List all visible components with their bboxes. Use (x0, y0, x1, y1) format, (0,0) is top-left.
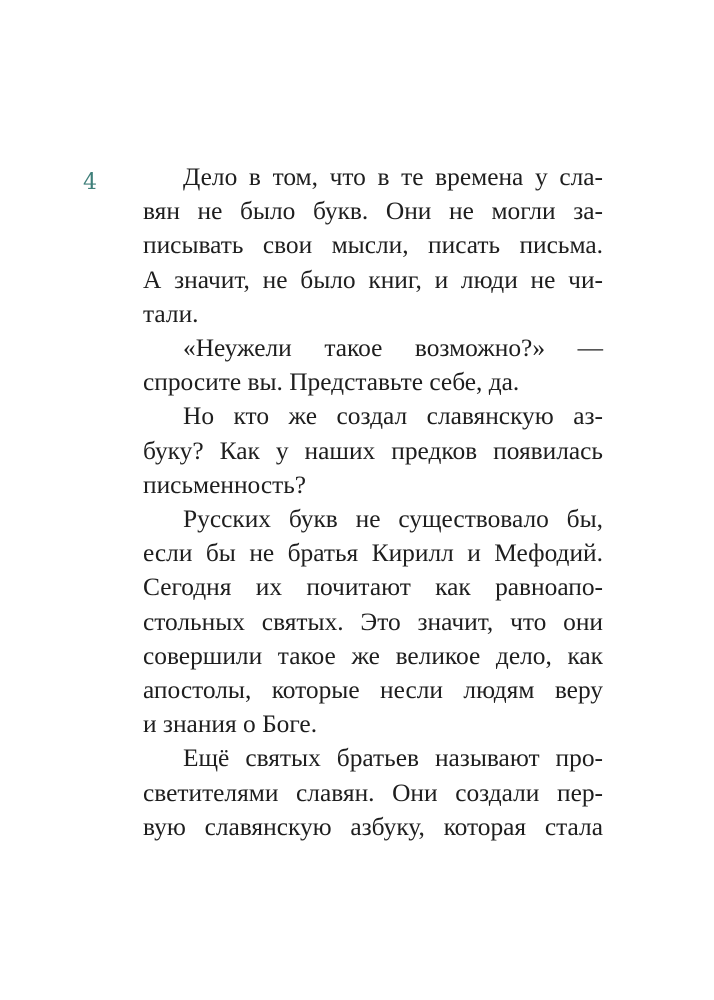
text-line: Русских букв не существовало бы, (183, 505, 603, 534)
text-line: и знания о Боге. (143, 710, 318, 739)
text-line: «Неужели такое возможно?» — (183, 334, 603, 363)
text-line: Сегодня их почитают как равноапо- (143, 573, 603, 602)
text-line: спросите вы. Представьте себе, да. (143, 368, 520, 397)
text-line: тали. (143, 299, 199, 328)
body-text (143, 160, 603, 844)
text-line: буку? Как у наших предков появилась (143, 436, 603, 465)
text-line: совершили такое же великое дело, как (143, 641, 603, 670)
text-line: Дело в том, что в те времена у сла- (183, 163, 603, 191)
paragraph-3 (143, 399, 603, 502)
text-line: Но кто же создал славянскую аз- (183, 402, 603, 431)
text-line: А значит, не было книг, и люди не чи- (143, 265, 603, 294)
text-line: письменность? (143, 470, 307, 499)
paragraph-1 (143, 160, 603, 331)
paragraph-2 (143, 331, 603, 399)
text-line: вян не было букв. Они не могли за- (143, 197, 603, 226)
text-line: писывать свои мысли, писать письма. (143, 231, 603, 260)
text-line: Ещё святых братьев называют про- (183, 744, 603, 773)
text-line: светителями славян. Они создали пер- (143, 778, 603, 807)
text-line: стольных святых. Это значит, что они (143, 607, 603, 636)
page-number: 4 (83, 170, 97, 195)
paragraph-5 (143, 741, 603, 844)
text-line: вую славянскую азбуку, которая стала (143, 812, 603, 841)
paragraph-4 (143, 502, 603, 741)
text-line: апостолы, которые несли людям веру (143, 676, 603, 705)
text-line: если бы не братья Кирилл и Мефодий. (143, 539, 603, 568)
